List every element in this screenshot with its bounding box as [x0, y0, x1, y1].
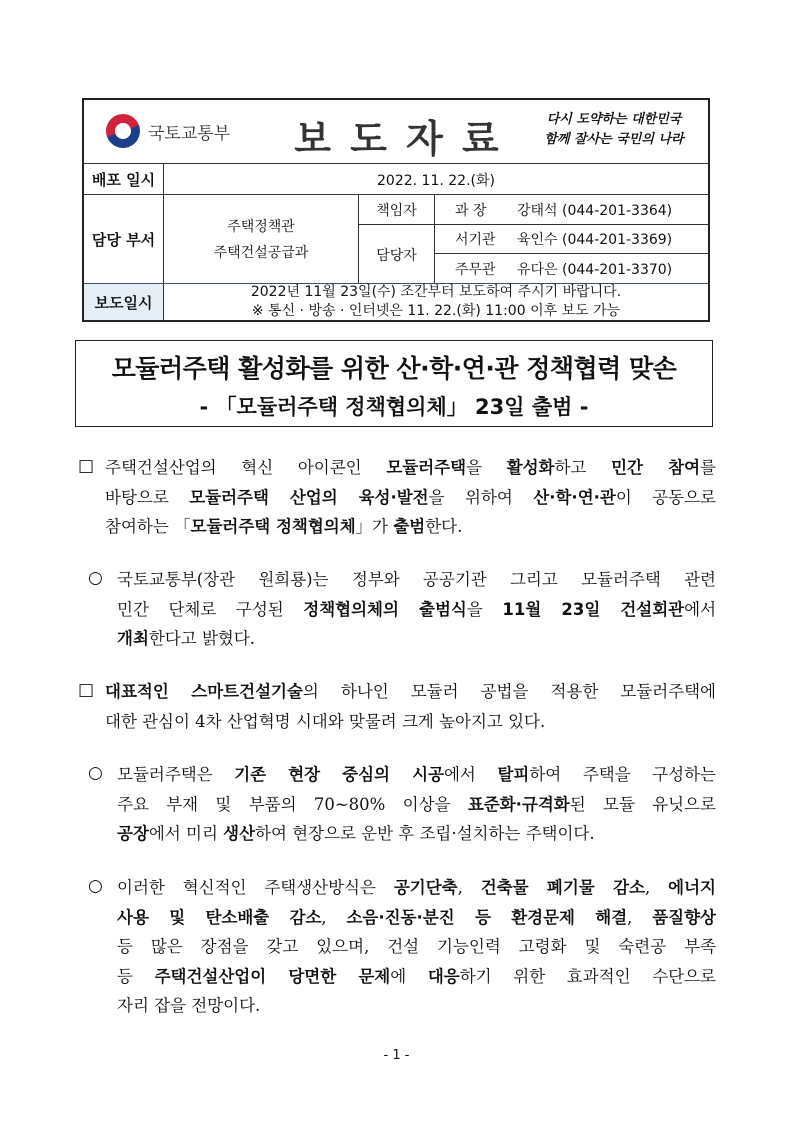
text: 등 많은 장점을 갖고 있으며, 건설 기능인력 고령화 및 숙련공 부족	[117, 937, 716, 956]
bold-text: 모듈러주택 정책협의체	[190, 517, 356, 536]
bold-text: 대표적인 스마트건설기술	[105, 682, 303, 701]
paragraph-line	[117, 760, 716, 790]
square-bullet-icon: □	[78, 456, 95, 476]
paragraph-line	[105, 512, 716, 542]
contact-name: 유다은 (044-201-3370)	[517, 262, 673, 278]
circle-bullet-icon: ○	[88, 568, 103, 588]
bold-text: 에너지	[668, 878, 716, 897]
release-row	[84, 283, 708, 320]
bold-text: 개최	[117, 629, 149, 648]
headline-title: 모듈러주택 활성화를 위한 산·학·연·관 정책협력 맞손	[111, 354, 677, 383]
text: ,	[457, 878, 481, 897]
text: 이 공동으로	[615, 487, 716, 507]
paragraph-line	[117, 962, 716, 992]
text: 모듈러주택은	[117, 765, 235, 784]
page-number: - 1 -	[383, 1048, 410, 1063]
body-paragraph	[117, 565, 716, 654]
bold-text: 품질향상	[652, 907, 716, 927]
release-info	[164, 284, 708, 320]
text: 하고	[554, 458, 612, 477]
bold-text: 정책협의체의 출범식	[303, 599, 467, 619]
bold-text: 활성화	[506, 458, 555, 477]
contact-title: 과 장	[455, 202, 487, 219]
headline-box	[75, 340, 713, 427]
bold-text: 민간 참여	[611, 458, 701, 477]
text: 주요 부재 및 부품의 70~80% 이상을	[117, 794, 468, 814]
bold-text: 공장	[117, 824, 149, 843]
paragraph-line	[105, 483, 716, 513]
text: 주택건설산업의 혁신 아이콘인	[105, 458, 387, 477]
circle-bullet-icon: ○	[88, 876, 103, 896]
bold-text: 소음·진동·분진 등 환경문제 해결	[346, 907, 628, 927]
contact-row	[435, 254, 708, 284]
paragraph-line	[117, 873, 716, 903]
distribution-date: 2022. 11. 22.(화)	[377, 172, 495, 189]
bold-text: 모듈러주택 산업의 육성·발전	[189, 487, 429, 507]
body-paragraph	[105, 677, 716, 736]
contact-name: 강태석 (044-201-3364)	[517, 202, 673, 219]
paragraph-line	[117, 565, 716, 595]
responsible-label: 책임자	[359, 195, 435, 225]
text: 된 모듈 유닛으로	[569, 794, 716, 814]
text: 을	[466, 458, 507, 477]
bold-text: 주택건설산업이 당면한 문제	[154, 966, 391, 986]
text: ,	[321, 907, 347, 927]
contact-title: 서기관	[455, 232, 496, 248]
paragraph-line	[117, 819, 716, 849]
ministry-name: 국토교통부	[148, 123, 231, 144]
government-slogan	[524, 110, 704, 150]
headline-subtitle: - 「모듈러주택 정책협의체」 23일 출범 -	[199, 395, 589, 419]
taegeuk-emblem-icon	[106, 114, 140, 148]
text: 한다고 밝혔다.	[148, 629, 256, 648]
release-online-note: ※ 통신 · 방송 · 인터넷은 11. 22.(화) 11:00 이후 보도 가능	[251, 303, 621, 319]
bold-text: 생산	[223, 824, 256, 843]
paragraph-line	[105, 707, 716, 737]
department-names	[164, 195, 359, 284]
contact-row	[435, 195, 708, 225]
text: 자리 잡을 전망이다.	[117, 996, 261, 1015]
paragraph-line	[117, 790, 716, 820]
bold-text: 탈피	[497, 765, 530, 784]
department-2: 주택건설공급과	[213, 244, 309, 261]
paragraph-line	[117, 991, 716, 1021]
text: ,	[627, 907, 653, 927]
text: 국토교통부(장관 원희룡)는 정부와 공공기관 그리고 모듈러주택 관련	[117, 570, 716, 589]
distribution-row	[84, 163, 708, 195]
text: 등	[117, 966, 155, 986]
slogan-line-2: 함께 잘사는 국민의 나라	[544, 132, 684, 147]
body-paragraph	[117, 873, 716, 1021]
text: 를	[700, 458, 716, 477]
circle-bullet-icon: ○	[88, 763, 103, 783]
bold-text: 건축물 폐기물 감소	[480, 878, 646, 897]
bold-text: 대응	[427, 966, 460, 986]
paragraph-line	[105, 677, 716, 707]
text: 이러한 혁신적인 주택생산방식은	[117, 878, 394, 897]
text: 대한 관심이 4차 산업혁명 시대와 맞물려 크게 높아지고 있다.	[105, 711, 546, 731]
text: 을	[466, 599, 503, 619]
contact-name: 육인수 (044-201-3369)	[517, 232, 673, 248]
body-paragraph	[105, 453, 716, 542]
department-label: 담당 부서	[84, 195, 164, 284]
press-release-header-table	[82, 98, 710, 322]
department-row	[84, 194, 708, 284]
distribution-label: 배포 일시	[84, 164, 164, 195]
contact-row	[435, 225, 708, 254]
slogan-line-1: 다시 도약하는 대한민국	[546, 112, 682, 127]
paragraph-line	[117, 932, 716, 962]
bold-text: 기존 현장 중심의 시공	[234, 765, 444, 784]
text: 의 하나인 모듈러 공법을 적용한 모듈러주택에	[302, 682, 716, 701]
bold-text: 모듈러주택	[386, 458, 467, 477]
text: 을 위하여	[428, 487, 534, 507]
text: 에	[390, 966, 428, 986]
bold-text: 11월 23일 건설회관	[502, 599, 685, 619]
release-label: 보도일시	[84, 284, 164, 320]
paragraph-line	[117, 624, 716, 654]
text: ,	[645, 878, 669, 897]
text: 하여 현장으로 운반 후 조립·설치하는 주택이다.	[255, 824, 595, 843]
text: 민간 단체로 구성된	[117, 599, 304, 619]
document-type-title: 보 도 자 료	[294, 117, 499, 161]
text: 하여 주택을 구성하는	[529, 765, 717, 784]
release-embargo-text: 2022년 11월 23일(수) 조간부터 보도하여 주시기 바랍니다.	[250, 284, 622, 300]
contact-title: 주무관	[455, 262, 496, 278]
bold-text: 공기단축	[393, 878, 458, 897]
bold-text: 출범	[393, 517, 426, 536]
department-1: 주택정책관	[227, 218, 295, 235]
text: 하기 위한 효과적인 수단으로	[459, 966, 716, 986]
bold-text: 사용 및 탄소배출 감소	[117, 907, 322, 927]
text: 에서	[443, 765, 498, 784]
text: 에서 미리	[148, 824, 224, 843]
paragraph-line	[117, 595, 716, 625]
text: 에서	[684, 599, 717, 619]
bold-text: 산·학·연·관	[533, 487, 616, 507]
ministry-logo	[106, 114, 230, 148]
body-paragraph	[117, 760, 716, 849]
contact-label: 담당자	[359, 225, 435, 284]
text: 한다.	[425, 517, 463, 536]
bold-text: 표준화·규격화	[467, 794, 570, 814]
paragraph-line	[117, 903, 716, 933]
paragraph-line	[105, 453, 716, 483]
square-bullet-icon: □	[78, 680, 95, 700]
text: 참여하는 「	[105, 517, 191, 536]
text: 」가	[355, 517, 394, 536]
text: 바탕으로	[105, 487, 190, 507]
